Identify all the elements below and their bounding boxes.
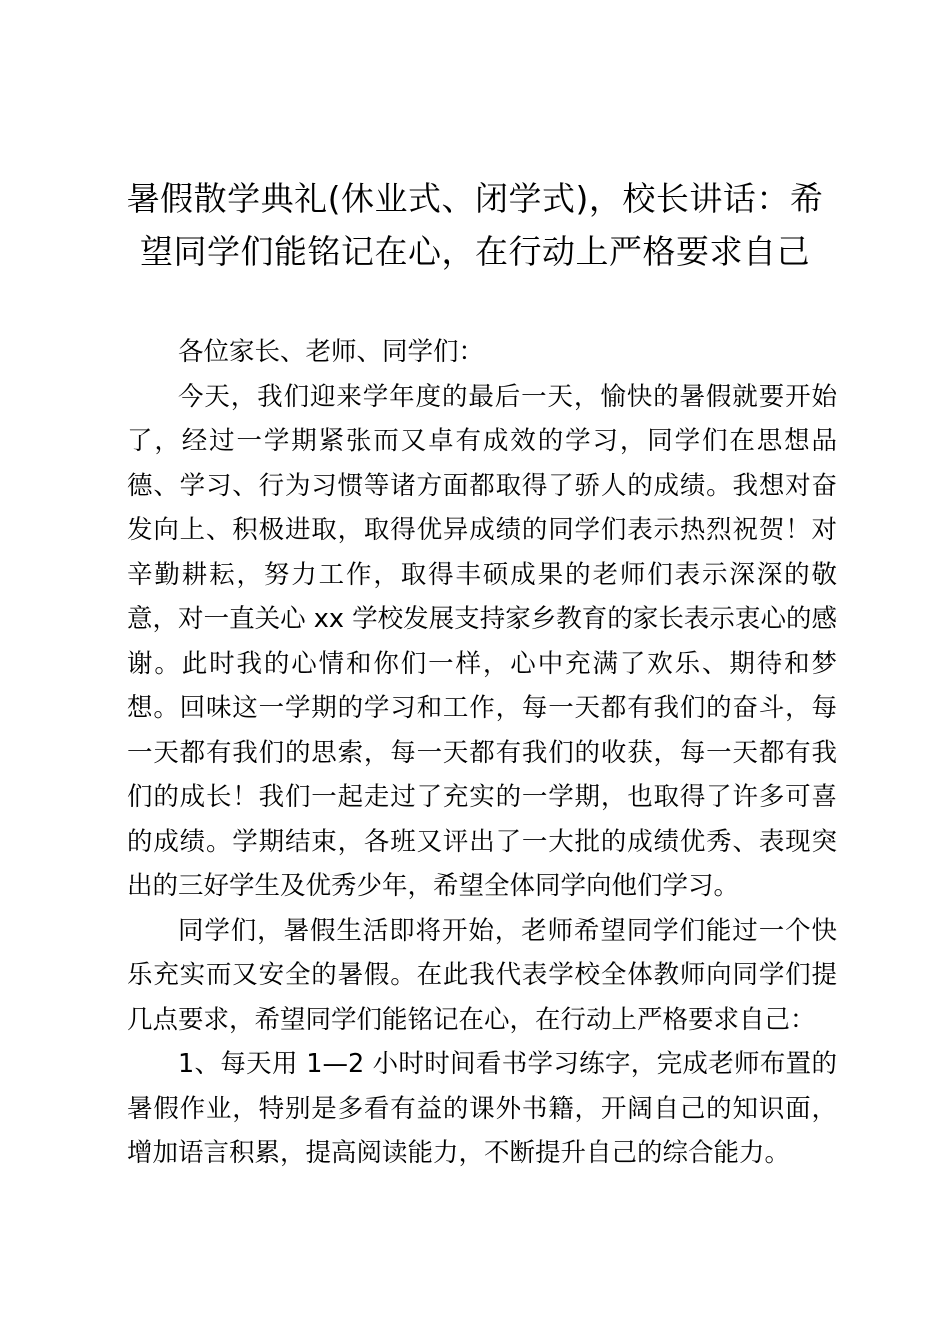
document-title: 暑假散学典礼(休业式、闭学式)，校长讲话：希望同学们能铭记在心，在行动上严格要求自己 <box>126 179 824 271</box>
document-body <box>127 330 837 1176</box>
opening-paragraph: 今天，我们迎来学年度的最后一天，愉快的暑假就要开始了，经过一学期紧张而又卓有成效的学习，同学们在思想品德、学习、行为习惯等诸方面都取得了骄人的成绩。我想对奋发向上、积极进取，取得优异成绩的同学们表示热烈祝贺！对辛勤耕耘，努力工作，取得丰硕成果的老师们表示深深的敬意，对一直关心 xx 学校发展支持家乡教育的家长表示衷心的感谢。此时我的心情和你们一样，心中充满了欢乐、期待和梦想。回味这一学期的学习和工作，每一天都有我们的奋斗，每一天都有我们的思索，每一天都有我们的收获，每一天都有我们的成长！我们一起走过了充实的一学期，也取得了许多可喜的成绩。学期结束，各班又评出了一大批的成绩优秀、表现突出的三好学生及优秀少年，希望全体同学向他们学习。 <box>127 381 837 901</box>
salutation-paragraph: 各位家长、老师、同学们： <box>178 337 485 367</box>
requirements-intro-paragraph: 同学们，暑假生活即将开始，老师希望同学们能过一个快乐充实而又安全的暑假。在此我代表学校全体教师向同学们提几点要求，希望同学们能铭记在心，在行动上严格要求自己： <box>127 915 837 1035</box>
requirement-item-1: 1、每天用 1—2 小时时间看书学习练字，完成老师布置的暑假作业，特别是多看有益的课外书籍，开阔自己的知识面，增加语言积累，提高阅读能力，不断提升自己的综合能力。 <box>127 1049 837 1168</box>
